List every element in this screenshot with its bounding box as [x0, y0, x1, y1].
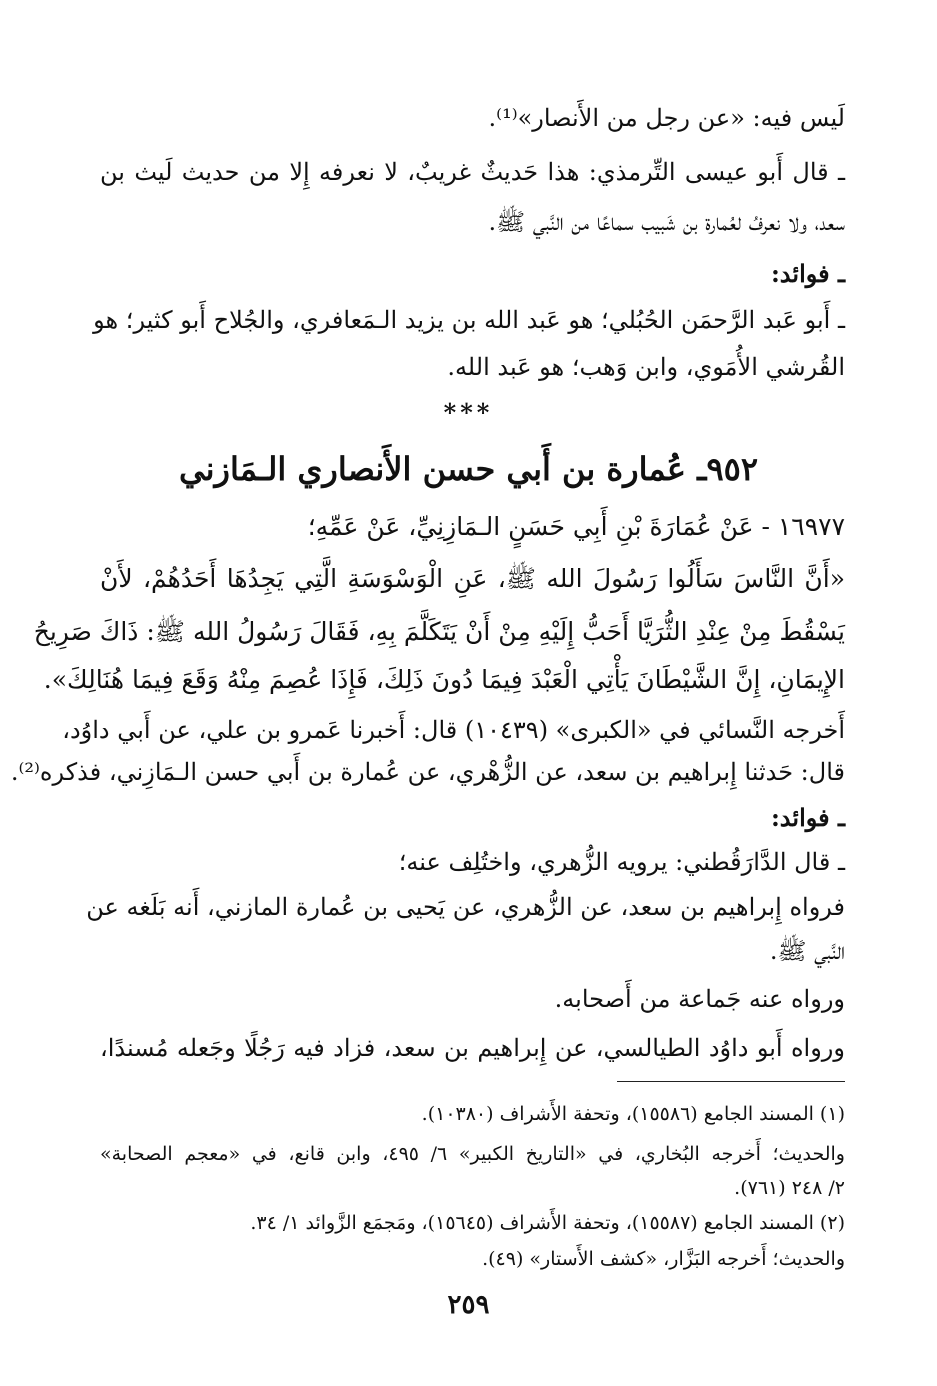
footnote-line: والحديث؛ أَخرجه البُخاري، في «التاريخ الكبير» ٦/ ٤٩٥، وابن قانع، في «معجم الصحابة»	[100, 1143, 845, 1165]
chapter-title: ٩٥٢ـ عُمارة بن أَبي حسن الأَنصاري الـمَازني	[178, 450, 759, 488]
section-heading-fawaid: ـ فوائد:	[770, 803, 845, 832]
text-line: فرواه إِبراهيم بن سعد، عن الزُّهري، عن يَحيى بن عُمارة المازني، أَنه بَلَغه عن	[86, 893, 845, 921]
text-line: ـ قال أَبو عيسى التِّرمذي: هذا حَديثٌ غريبٌ، لا نعرفه إِلا من حديث لَيث بن	[100, 158, 845, 186]
text-line: ـ قال الدَّارَقُطني: يرويه الزُّهري، واختُلِف عنه؛	[398, 848, 845, 876]
footnote-line: والحديث؛ أَخرجه البَزَّار، «كشف الأَستار» (٤٩).	[482, 1248, 845, 1270]
footnote-line: ٢/ ٢٤٨ (٧٦١).	[734, 1177, 845, 1199]
text-line: ورواه أَبو داوُد الطيالسي، عن إِبراهيم بن سعد، فزاد فيه رَجُلًا وجَعله مُسندًا،	[100, 1034, 845, 1062]
section-separator: ***	[443, 398, 494, 427]
hadith-text-line: يَسْقُطَ مِنْ عِنْدِ الثُّرَيَّا أَحَبُّ إِلَيْهِ مِنْ أَنْ يَتَكَلَّمَ بِهِ، فَقَالَ رَسُولُ الله ﷺ: ذَاكَ صَرِيحُ	[33, 617, 845, 646]
hadith-text-line: «أَنَّ النَّاسَ سَأَلُوا رَسُولَ الله ﷺ، عَنِ الْوَسْوَسَةِ الَّتِي يَجِدُهَا أَحَدُهُمْ، لأَنْ	[100, 564, 845, 593]
hadith-text-line: الإِيمَانِ، إِنَّ الشَّيْطَانَ يَأْتِي الْعَبْدَ فِيمَا دُونَ ذَلِكَ، فَإِذَا عُصِمَ مِنْهُ وَقَعَ فِيمَا هُنَالِكَ».	[43, 665, 845, 694]
text-line: قال: حَدثنا إِبراهيم بن سعد، عن الزُّهْري، عن عُمارة بن أَبي حسن الـمَازِني، فذكره⁽²⁾.	[10, 758, 845, 786]
text-line: ورواه عنه جَماعة من أَصحابه.	[554, 985, 845, 1013]
section-heading-fawaid: ـ فوائد:	[770, 259, 845, 288]
text-line: القُرشي الأُمَوي، وابن وَهب؛ هو عَبد الله.	[447, 353, 845, 381]
text-line: لَيس فيه: «عن رجل من الأَنصار»⁽¹⁾.	[488, 104, 845, 132]
footnote-separator	[617, 1081, 845, 1082]
text-line: أَخرجه النَّسائي في «الكبرى» (١٠٤٣٩) قال: أَخبرنا عَمرو بن علي، عن أَبي داوُد،	[62, 716, 845, 744]
text-line: سعد، ولا نعرفُ لعُمارة بن شَبيب سماعًا من النَّبي ﷺ.	[488, 208, 845, 236]
text-line: النَّبي ﷺ.	[769, 937, 845, 965]
footnote-line: (٢) المسند الجامع (١٥٥٨٧)، وتحفة الأَشراف (١٥٦٤٥)، ومَجمَع الزَّوائد ١/ ٣٤.	[250, 1212, 845, 1234]
hadith-isnad: ١٦٩٧٧ - عَنْ عُمَارَةَ بْنِ أَبِي حَسَنٍ الـمَازِنِيِّ، عَنْ عَمِّهِ؛	[307, 512, 845, 541]
text-line: ـ أَبو عَبد الرَّحمَن الحُبُلي؛ هو عَبد الله بن يزيد الـمَعافري، والجُلاح أَبو كثير؛ هو	[93, 306, 845, 334]
page-number: ٢٥٩	[447, 1290, 490, 1320]
footnote-line: (١) المسند الجامع (١٥٥٨٦)، وتحفة الأَشراف (١٠٣٨٠).	[421, 1103, 845, 1125]
